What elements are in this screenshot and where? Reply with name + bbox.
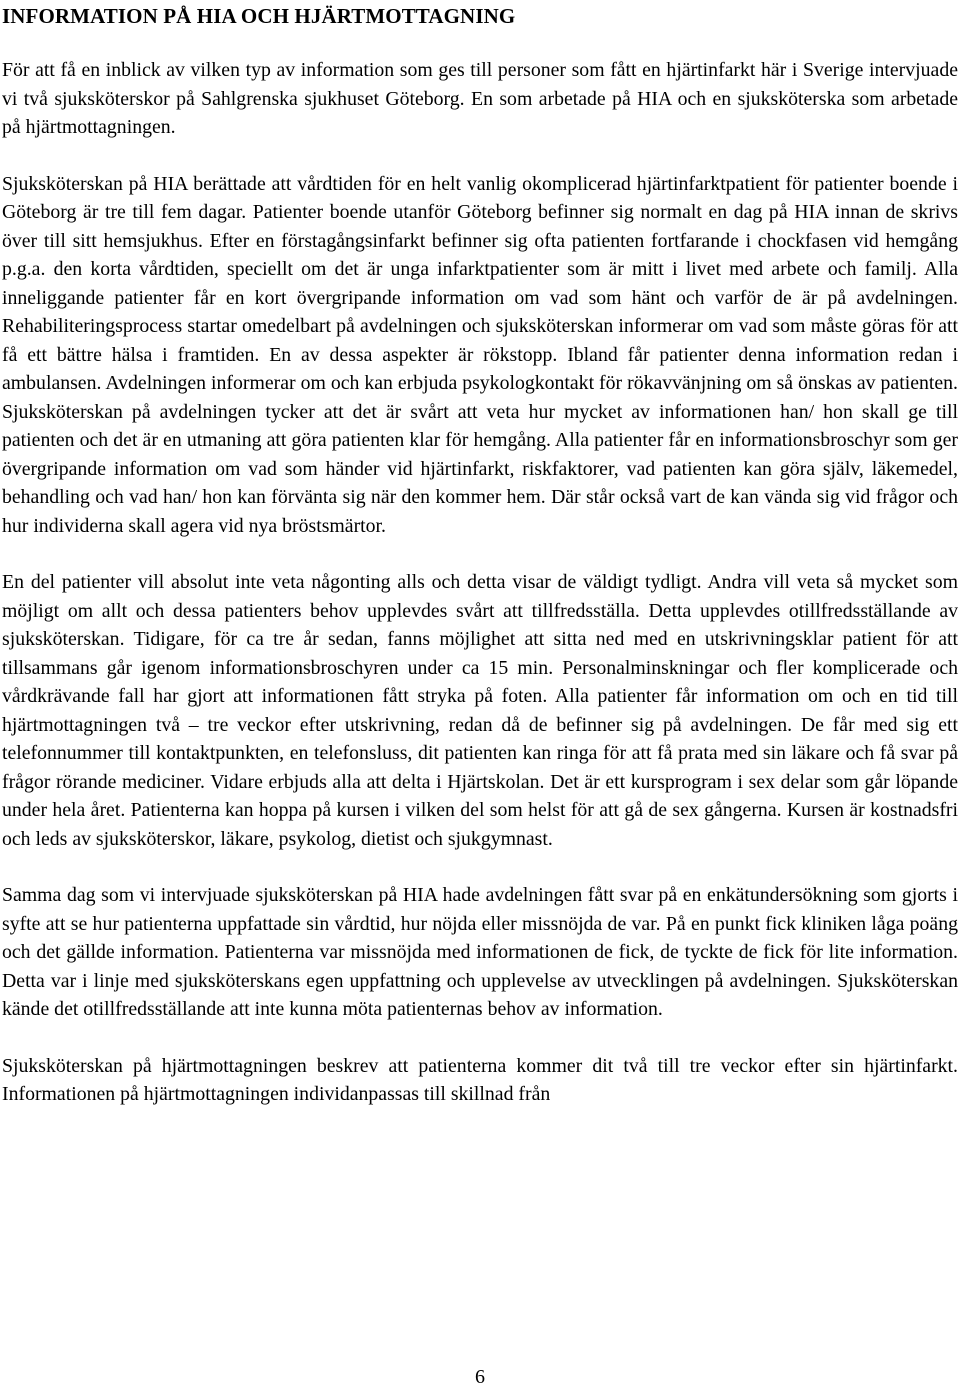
page-number: 6 — [475, 1366, 485, 1388]
paragraph-hia-care: Sjuksköterskan på HIA berättade att vårdtiden för en helt vanlig okomplicerad hjärtinfarktpatient för patienter boende i Göteborg är tre till fem dagar. Patienter boende utanför Göteborg befinner sig normalt en dag på HIA innan de skrivs över till sitt hemsjukhus. Efter en förstagångsinfarkt befinner sig ofta patienten fortfarande i chockfasen vid hemgång p.g.a. den korta vårdtiden, speciellt om det är unga infarktpatienter som är mitt i livet med arbete och familj. Alla inneliggande patienter får en kort övergripande information om vad som hänt och varför de är på avdelningen. Rehabiliteringsprocess startar omedelbart på avdelningen och sjuksköterskan informerar om vad som måste göras för att få ett bättre hälsa i framtiden. En av dessa aspekter är rökstopp. Ibland får patienter denna information redan i ambulansen. Avdelningen informerar om och kan erbjuda psykologkontakt för rökavvänjning om så önskas av patienten. Sjuksköterskan på avdelningen tycker att det är svårt att veta hur mycket av informationen han/ hon skall ge till patienten och det är en utmaning att göra patienten klar för hemgång. Alla patienter får en informationsbroschyr som ger övergripande information om vad som händer vid hjärtinfarkt, riskfaktorer, vad patienten kan göra själv, läkemedel, behandling och vad han/ hon kan förvänta sig när den kommer hem. Där står också vart de kan vända sig vid frågor och hur individerna skall agera vid nya bröstsmärtor. — [2, 172, 958, 537]
paragraph-intro: För att få en inblick av vilken typ av information som ges till personer som fått en hjärtinfarkt här i Sverige intervjuade vi två sjuksköterskor på Sahlgrenska sjukhuset Göteborg. En som arbetade på HIA och en sjuksköterska som arbetade på hjärtmottagningen. — [2, 59, 958, 138]
paragraph-survey: Samma dag som vi intervjuade sjuksköterskan på HIA hade avdelningen fått svar på en enkätundersökning som gjorts i syfte att se hur patienterna uppfattade sin vårdtid, hur nöjda eller missnöjda de var. På en punkt fick kliniken låga poäng och det gällde information. Patienterna var missnöjda med informationen de fick, de tyckte de fick för lite information. Detta var i linje med sjuksköterskans egen uppfattning och upplevelse av utvecklingen på avdelningen. Sjuksköterskan kände det otillfredsställande att inte kunna möta patienternas behov av information. — [2, 884, 958, 1020]
paragraph-clinic: Sjuksköterskan på hjärtmottagningen beskrev att patienterna kommer dit två till tre veckor efter sin hjärtinfarkt. Informationen på hjärtmottagningen individanpassas till skillnad från — [2, 1054, 958, 1105]
paragraph-patient-needs: En del patienter vill absolut inte veta någonting alls och detta visar de väldigt tydligt. Andra vill veta så mycket som möjligt om allt och dessa patienters behov upplevdes svårt att tillfredsställa. Detta upplevdes otillfredsställande av sjuksköterskan. Tidigare, för ca tre år sedan, fanns möjlighet att sitta ned med en utskrivningsklar patient för att tillsammans går igenom informationsbroschyren under ca 15 min. Personalminskningar och fler komplicerade och vårdkrävande fall har gjort att informationen fått stryka på foten. Alla patienter får information om och en tid till hjärtmottagningen två – tre veckor efter utskrivning, redan då de befinner sig på avdelningen. De får med sig ett telefonnummer till kontaktpunkten, en telefonsluss, dit patienten kan ringa för att få prata med sin läkare och få svar på frågor rörande mediciner. Vidare erbjuds alla att delta i Hjärtskolan. Det är ett kursprogram i sex delar som går löpande under hela året. Patienterna kan hoppa på kursen i vilken del som helst för att gå de sex gångerna. Kursen är kostnadsfri och leds av sjuksköterskor, läkare, psykolog, dietist och sjukgymnast. — [2, 571, 958, 850]
document-body — [2, 2, 958, 1109]
section-heading: INFORMATION PÅ HIA OCH HJÄRTMOTTAGNING — [2, 4, 516, 28]
